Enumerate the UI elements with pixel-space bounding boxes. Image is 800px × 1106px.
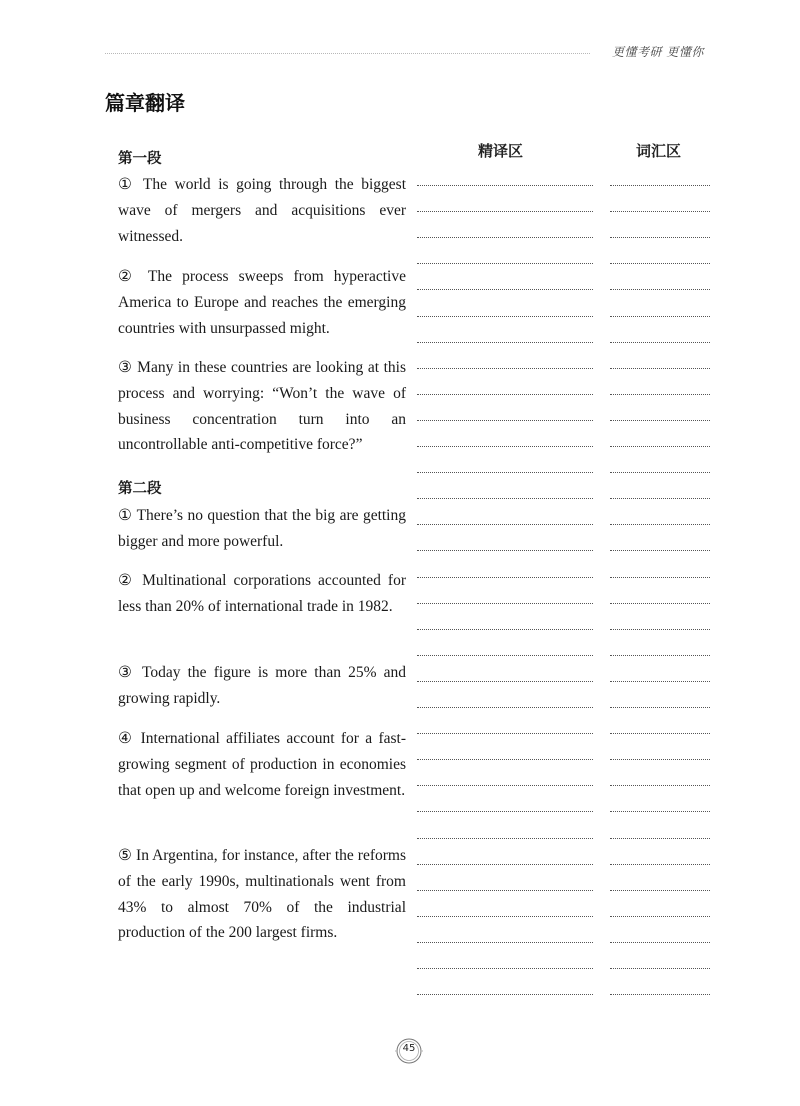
page-number: 45	[402, 1043, 416, 1054]
translation-line	[417, 942, 593, 943]
translation-line	[417, 629, 593, 630]
vocabulary-line	[610, 550, 710, 551]
sentence: ① The world is going through the biggest wave of mergers and acquisitions ever witnessed.	[118, 176, 406, 245]
section-title: 篇章翻译	[105, 91, 185, 115]
vocabulary-line	[610, 185, 710, 186]
vocabulary-line	[610, 524, 710, 525]
sentence: ② Multinational corporations accounted for less than 20% of international trade in 1982.	[118, 572, 406, 615]
vocabulary-line	[610, 420, 710, 421]
translation-line	[417, 342, 593, 343]
vocabulary-line	[610, 838, 710, 839]
translation-line	[417, 550, 593, 551]
vocabulary-line	[610, 994, 710, 995]
header-rule	[105, 53, 590, 54]
translation-line	[417, 316, 593, 317]
vocabulary-line	[610, 733, 710, 734]
vocabulary-line	[610, 577, 710, 578]
translation-line	[417, 968, 593, 969]
translation-line	[417, 524, 593, 525]
sentence: ② The process sweeps from hyperactive America to Europe and reaches the emerging countries with unsurpassed might.	[118, 268, 406, 337]
translation-line	[417, 916, 593, 917]
column-header-vocabulary: 词汇区	[636, 142, 682, 160]
vocabulary-line	[610, 916, 710, 917]
vocabulary-line	[610, 316, 710, 317]
vocabulary-line	[610, 707, 710, 708]
paragraph-heading: 第一段	[118, 151, 162, 167]
paragraph-heading: 第二段	[118, 481, 162, 497]
translation-line	[417, 472, 593, 473]
translation-line	[417, 577, 593, 578]
translation-line	[417, 420, 593, 421]
vocabulary-line	[610, 289, 710, 290]
translation-line	[417, 263, 593, 264]
translation-line	[417, 733, 593, 734]
translation-line	[417, 785, 593, 786]
vocabulary-line	[610, 263, 710, 264]
translation-line	[417, 211, 593, 212]
translation-line	[417, 289, 593, 290]
vocabulary-line	[610, 394, 710, 395]
vocabulary-line	[610, 237, 710, 238]
translation-line	[417, 368, 593, 369]
translation-line	[417, 890, 593, 891]
translation-line	[417, 811, 593, 812]
translation-line	[417, 707, 593, 708]
vocabulary-line	[610, 342, 710, 343]
vocabulary-line	[610, 864, 710, 865]
header-slogan: 更懂考研 更懂你	[612, 45, 704, 59]
vocabulary-line	[610, 472, 710, 473]
vocabulary-line	[610, 603, 710, 604]
vocabulary-line	[610, 629, 710, 630]
vocabulary-line	[610, 785, 710, 786]
vocabulary-line	[610, 890, 710, 891]
sentence: ⑤ In Argentina, for instance, after the reforms of the early 1990s, multinationals went from 43% to almost 70% of the industrial production of the 200 largest firms.	[118, 847, 406, 942]
translation-line	[417, 838, 593, 839]
vocabulary-line	[610, 759, 710, 760]
translation-line	[417, 759, 593, 760]
translation-line	[417, 655, 593, 656]
column-header-translation: 精译区	[478, 142, 524, 160]
translation-line	[417, 185, 593, 186]
vocabulary-line	[610, 211, 710, 212]
translation-line	[417, 237, 593, 238]
vocabulary-line	[610, 655, 710, 656]
translation-line	[417, 681, 593, 682]
translation-line	[417, 864, 593, 865]
vocabulary-line	[610, 968, 710, 969]
translation-line	[417, 394, 593, 395]
sentence: ④ International affiliates account for a fast-growing segment of production in economies that open up and welcome foreign investment.	[118, 730, 406, 799]
translation-line	[417, 994, 593, 995]
vocabulary-line	[610, 446, 710, 447]
translation-line	[417, 498, 593, 499]
sentence: ③ Many in these countries are looking at this process and worrying: “Won’t the wave of business concentration turn into an uncontrollable anti-competitive force?”	[118, 359, 406, 454]
vocabulary-line	[610, 811, 710, 812]
sentence: ① There’s no question that the big are getting bigger and more powerful.	[118, 507, 406, 550]
vocabulary-line	[610, 368, 710, 369]
sentence: ③ Today the figure is more than 25% and growing rapidly.	[118, 664, 406, 707]
vocabulary-line	[610, 942, 710, 943]
translation-line	[417, 446, 593, 447]
translation-line	[417, 603, 593, 604]
vocabulary-line	[610, 681, 710, 682]
vocabulary-line	[610, 498, 710, 499]
